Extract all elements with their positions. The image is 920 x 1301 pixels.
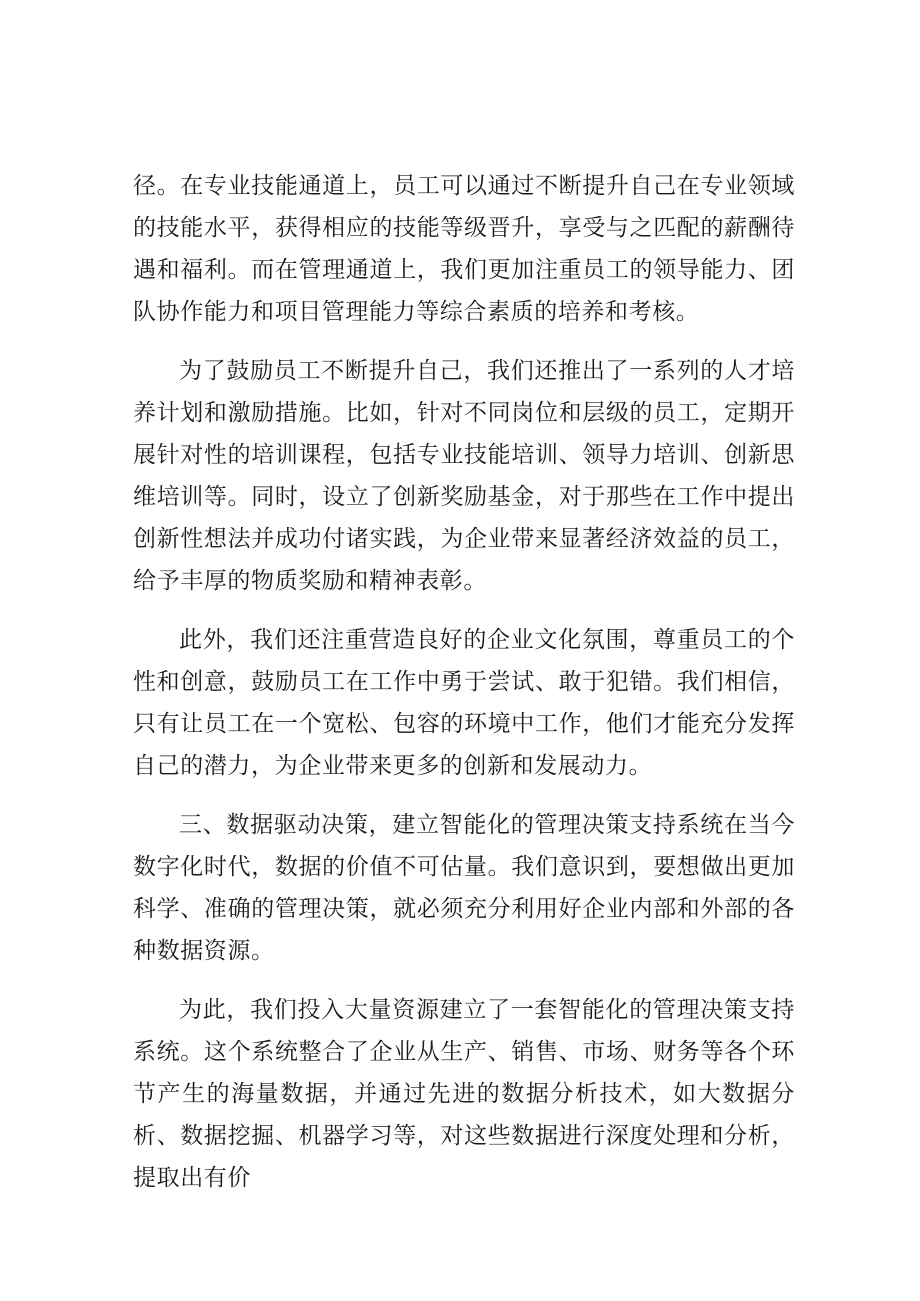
paragraph-4: 三、数据驱动决策，建立智能化的管理决策支持系统在当今数字化时代，数据的价值不可估量。我们意识到，要想做出更加科学、准确的管理决策，就必须充分利用好企业内部和外部的各种数据资源。 xyxy=(133,812,795,964)
paragraph-1: 径。在专业技能通道上，员工可以通过不断提升自己在专业领域的技能水平，获得相应的技能等级晋升，享受与之匹配的薪酬待遇和福利。而在管理通道上，我们更加注重员工的领导能力、团队协作能力和项目管理能力等综合素质的培养和考核。 xyxy=(133,173,795,325)
paragraph-3: 此外，我们还注重营造良好的企业文化氛围，尊重员工的个性和创意，鼓励员工在工作中勇于尝试、敢于犯错。我们相信，只有让员工在一个宽松、包容的环境中工作，他们才能充分发挥自己的潜力，为企业带来更多的创新和发展动力。 xyxy=(133,627,795,779)
paragraph-5: 为此，我们投入大量资源建立了一套智能化的管理决策支持系统。这个系统整合了企业从生产、销售、市场、财务等各个环节产生的海量数据，并通过先进的数据分析技术，如大数据分析、数据挖掘、机器学习等，对这些数据进行深度处理和分析，提取出有价 xyxy=(133,997,795,1191)
paragraph-2: 为了鼓励员工不断提升自己，我们还推出了一系列的人才培养计划和激励措施。比如，针对不同岗位和层级的员工，定期开展针对性的培训课程，包括专业技能培训、领导力培训、创新思维培训等。同时，设立了创新奖励基金，对于那些在工作中提出创新性想法并成功付诸实践，为企业带来显著经济效益的员工，给予丰厚的物质奖励和精神表彰。 xyxy=(133,358,795,594)
document-body xyxy=(133,165,795,1216)
